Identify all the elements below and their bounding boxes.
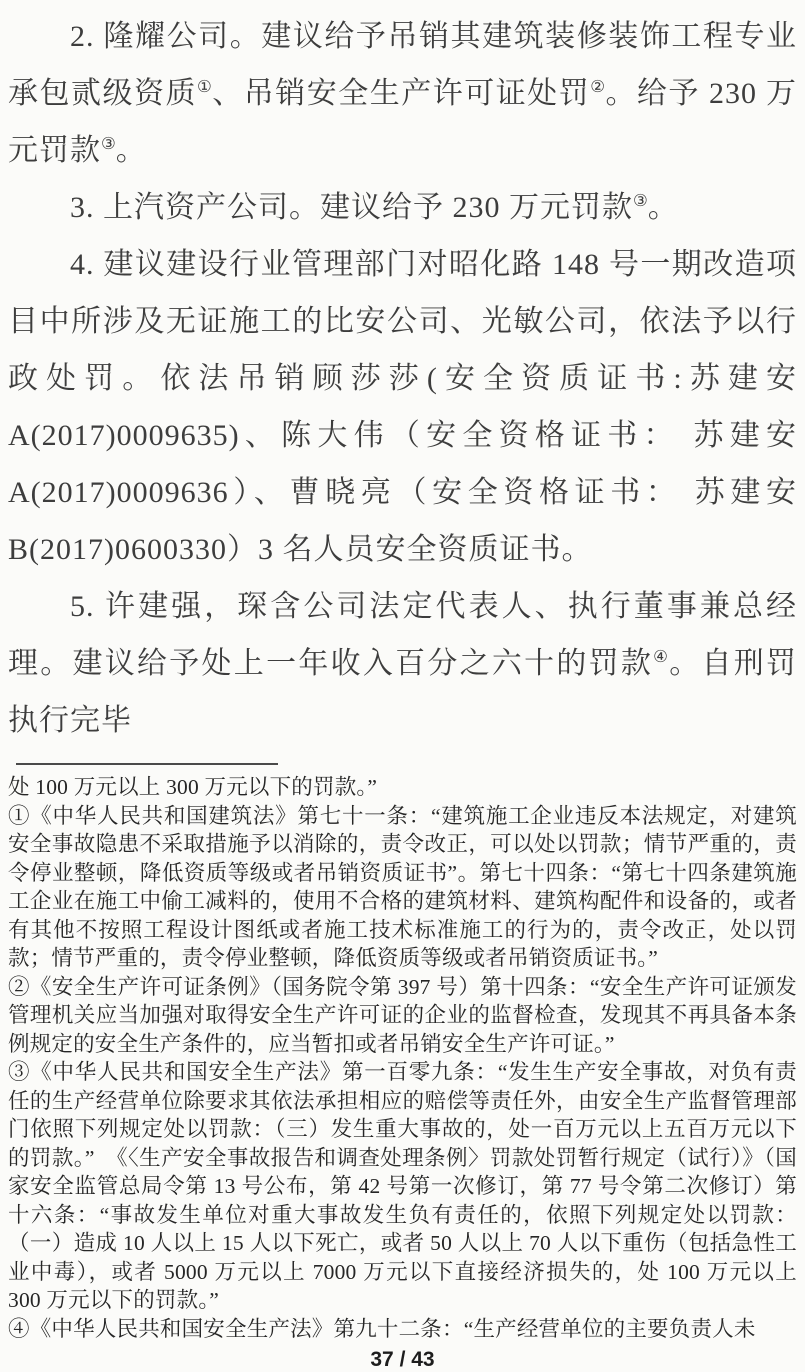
footnote-ref-1: ① xyxy=(196,77,213,96)
paragraph-text: 4. 建议建设行业管理部门对昭化路 148 号一期改造项目中所涉及无证施工的比安公司、光敏公司，依法予以行政处罚。依法吊销顾莎莎(安全资质证书:苏建安 A(2017)0009635)、陈大伟（安全资格证书： 苏建安 A(2017)0009636）、曹晓亮（安全资格证书： 苏建安 B(2017)0600330）3 名人员安全资质证书。 xyxy=(8,248,797,566)
paragraph-text: 。给予 230 万元罚款 xyxy=(8,77,798,167)
footnote-item-3: ③《中华人民共和国安全生产法》第一百零九条：“发生生产安全事故，对负有责任的生产经营单位除要求其依法承担相应的赔偿等责任外，由安全生产监督管理部门依照下列规定处以罚款：（三）发生重大事故的，处一百万元以上五百万元以下的罚款。” 《〈生产安全事故报告和调查处理条例〉罚款处罚暂行规定（试行）》（国家安全监管总局令第 13 号公布，第 42 号第一次修订，第 77 号令第二次修订）第十六条：“事故发生单位对重大事故发生负有责任的，依照下列规定处以罚款：（一）造成 10 人以上 15 人以下死亡，或者 50 人以上 70 人以下重伤（包括急性工业中毒），或者 5000 万元以上 7000 万元以下直接经济损失的，处 100 万元以上 300 万元以下的罚款。” xyxy=(8,1060,797,1312)
footnote-item-2: ②《安全生产许可证条例》（国务院令第 397 号）第十四条：“安全生产许可证颁发管理机关应当加强对取得安全生产许可证的企业的监督检查，发现其不再具备本条例规定的安全生产条件的，应当暂扣或者吊销安全生产许可证。” xyxy=(8,974,797,1056)
body-paragraph-3 xyxy=(8,179,797,236)
body-paragraph-5 xyxy=(8,578,797,749)
footnote-ref-4: ④ xyxy=(653,647,670,666)
footnote-ref-2: ② xyxy=(590,77,606,96)
footnote-separator xyxy=(16,763,278,765)
body-paragraph-2 xyxy=(8,8,797,179)
footnote-item-1: ①《中华人民共和国建筑法》第七十一条：“建筑施工企业违反本法规定，对建筑安全事故隐患不采取措施予以消除的，责令改正，可以处以罚款；情节严重的，责令停业整顿，降低资质等级或者吊销资质证书”。第七十四条：“第七十四条建筑施工企业在施工中偷工减料的，使用不合格的建筑材料、建筑构配件和设备的，或者有其他不按照工程设计图纸或者施工技术标准施工的行为的，责令改正，处以罚款；情节严重的，责令停业整顿，降低资质等级或者吊销资质证书。” xyxy=(8,803,797,970)
paragraph-text: 5. 许建强，琛含公司法定代表人、执行董事兼总经理。建议给予处上一年收入百分之六十的罚款 xyxy=(8,590,797,680)
body-paragraph-4 xyxy=(8,236,797,578)
paragraph-text: 。自刑罚执行完毕 xyxy=(8,647,798,737)
footnote-continuation: 处 100 万元以上 300 万元以下的罚款。” xyxy=(8,775,378,799)
body-text-section xyxy=(8,8,797,749)
paragraph-text: 。 xyxy=(115,134,147,167)
footnotes-section xyxy=(8,773,797,1343)
paragraph-text: 、吊销安全生产许可证处罚 xyxy=(212,77,591,110)
paragraph-text: 3. 上汽资产公司。建议给予 230 万元罚款 xyxy=(70,191,633,224)
footnote-item-4: ④《中华人民共和国安全生产法》第九十二条：“生产经营单位的主要负责人未 xyxy=(8,1316,756,1341)
footnote-ref-3: ③ xyxy=(101,134,116,153)
paragraph-text: 2. 隆耀公司。建议给予吊销其建筑装修装饰工程专业承包贰级资质 xyxy=(8,20,797,110)
paragraph-text: 。 xyxy=(647,191,679,224)
footnote-ref-3: ③ xyxy=(633,191,648,210)
page-number: 37 / 43 xyxy=(370,1348,435,1371)
